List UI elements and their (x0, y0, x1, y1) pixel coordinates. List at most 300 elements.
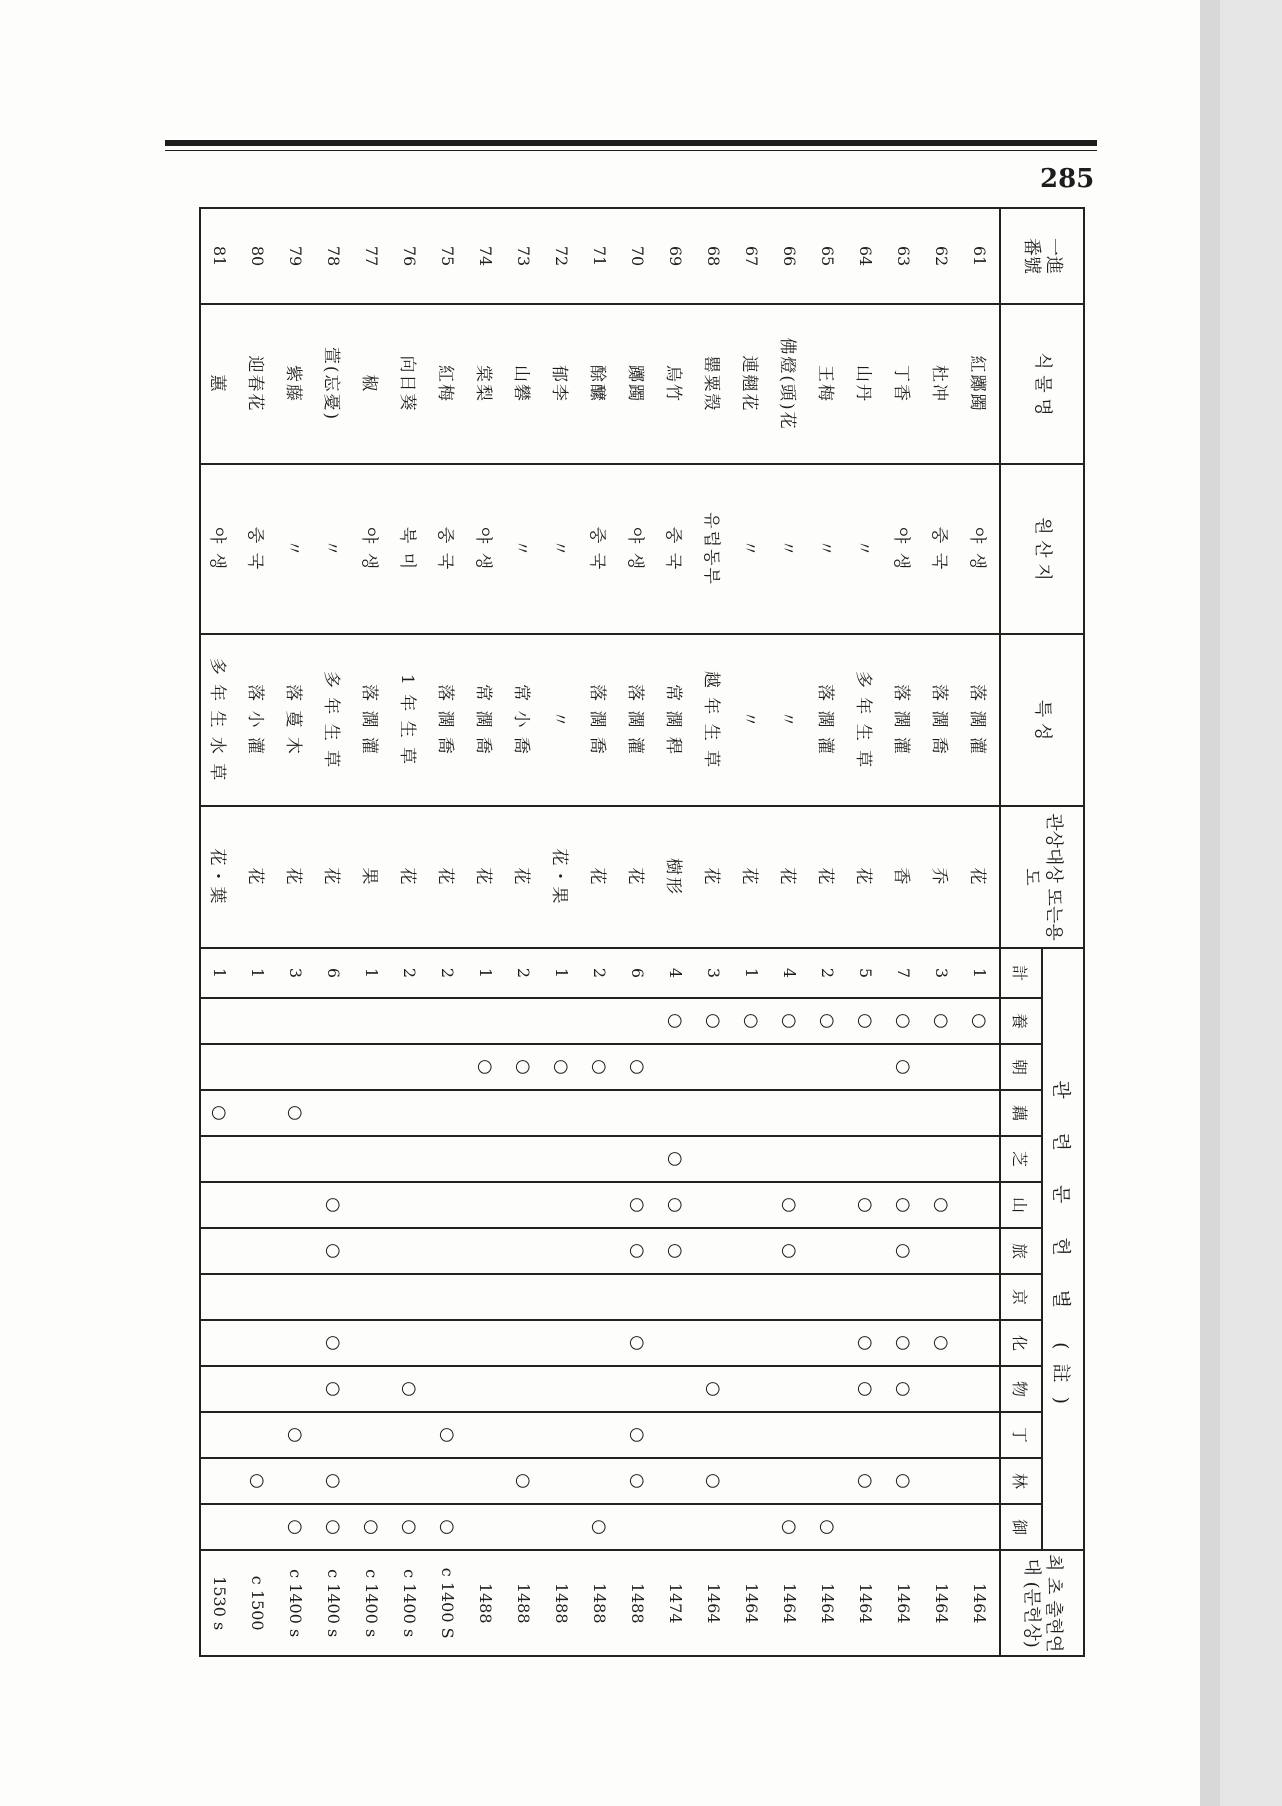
source-mark (391, 1412, 429, 1458)
source-mark (505, 998, 543, 1044)
source-mark (505, 1504, 543, 1550)
source-mark (733, 1504, 771, 1550)
source-mark: ○ (315, 1320, 353, 1366)
source-mark (543, 1182, 581, 1228)
use: 花 (391, 806, 429, 948)
source-mark (695, 1228, 733, 1274)
source-mark (277, 1044, 315, 1090)
source-mark (429, 1320, 467, 1366)
source-mark (619, 998, 657, 1044)
first-appearance: c 1400 s (277, 1550, 315, 1656)
header-source: 芝 (1000, 1136, 1042, 1182)
source-mark (239, 1274, 277, 1320)
source-mark (581, 1182, 619, 1228)
traits: 〃 (733, 634, 771, 806)
plant-name: 躑躅 (619, 304, 657, 464)
plant-name: 酴醿 (581, 304, 619, 464)
source-mark (467, 1274, 505, 1320)
source-mark (239, 1044, 277, 1090)
source-mark (733, 1044, 771, 1090)
source-mark (695, 1044, 733, 1090)
source-mark (733, 1458, 771, 1504)
source-mark (200, 1412, 239, 1458)
header-source: 丁 (1000, 1412, 1042, 1458)
source-mark (733, 1090, 771, 1136)
use: 花 (961, 806, 1000, 948)
source-mark (695, 1090, 733, 1136)
table-body (200, 208, 1000, 1656)
source-mark (847, 1274, 885, 1320)
plant-name: 椒 (353, 304, 391, 464)
traits: 常 濶 喬 (467, 634, 505, 806)
source-mark (657, 1090, 695, 1136)
source-mark (239, 1320, 277, 1366)
traits: 多 年 生 草 (847, 634, 885, 806)
source-mark (733, 1182, 771, 1228)
source-mark: ○ (771, 998, 809, 1044)
source-mark: ○ (847, 1320, 885, 1366)
use: 花 (847, 806, 885, 948)
row-number: 69 (657, 208, 695, 304)
source-mark (695, 1136, 733, 1182)
source-mark (200, 1504, 239, 1550)
source-mark: ○ (885, 1320, 923, 1366)
origin: 〃 (315, 464, 353, 634)
origin: 북 미 (391, 464, 429, 634)
source-mark (581, 998, 619, 1044)
source-mark: ○ (809, 998, 847, 1044)
origin: 유럽동부 (695, 464, 733, 634)
source-mark (923, 1044, 961, 1090)
row-number: 78 (315, 208, 353, 304)
source-mark: ○ (315, 1182, 353, 1228)
row-number: 81 (200, 208, 239, 304)
source-mark: ○ (657, 998, 695, 1044)
origin: 중 국 (429, 464, 467, 634)
header-source: 化 (1000, 1320, 1042, 1366)
source-mark (391, 1320, 429, 1366)
source-mark (581, 1136, 619, 1182)
plant-name: 罌粟殼 (695, 304, 733, 464)
first-appearance: 1530 s (200, 1550, 239, 1656)
source-mark (505, 1182, 543, 1228)
source-mark (619, 1136, 657, 1182)
source-mark: ○ (923, 1182, 961, 1228)
source-mark: ○ (429, 1504, 467, 1550)
origin: 야 생 (885, 464, 923, 634)
source-mark (353, 1366, 391, 1412)
source-mark (809, 1366, 847, 1412)
source-mark (695, 1412, 733, 1458)
first-appearance: 1464 (961, 1550, 1000, 1656)
origin: 〃 (771, 464, 809, 634)
source-mark: ○ (239, 1458, 277, 1504)
table-row (657, 208, 695, 1656)
source-mark (505, 1274, 543, 1320)
source-mark (239, 1412, 277, 1458)
source-mark (277, 1366, 315, 1412)
source-mark (353, 1228, 391, 1274)
source-mark (733, 1136, 771, 1182)
row-number: 79 (277, 208, 315, 304)
source-mark (733, 1274, 771, 1320)
source-mark (695, 1274, 733, 1320)
source-mark (239, 1090, 277, 1136)
header-first-appearance: 최 초 출현연대 (문헌상) (1000, 1550, 1084, 1656)
row-number: 66 (771, 208, 809, 304)
source-mark (581, 1090, 619, 1136)
source-mark (200, 1320, 239, 1366)
origin: 〃 (505, 464, 543, 634)
use: 花 (467, 806, 505, 948)
plant-name: 迎春花 (239, 304, 277, 464)
traits: 越 年 生 草 (695, 634, 733, 806)
source-mark: ○ (315, 1228, 353, 1274)
origin: 중 국 (581, 464, 619, 634)
source-mark: ○ (657, 1136, 695, 1182)
first-appearance: 1488 (581, 1550, 619, 1656)
source-count: 4 (657, 948, 695, 998)
source-mark (467, 1504, 505, 1550)
source-count: 4 (771, 948, 809, 998)
source-mark: ○ (467, 1044, 505, 1090)
origin: 〃 (543, 464, 581, 634)
source-mark: ○ (695, 1366, 733, 1412)
source-mark (277, 1136, 315, 1182)
source-mark: ○ (619, 1320, 657, 1366)
source-mark (733, 1366, 771, 1412)
source-mark (200, 1366, 239, 1412)
source-mark (391, 1274, 429, 1320)
source-mark: ○ (619, 1228, 657, 1274)
source-mark (467, 998, 505, 1044)
source-mark (429, 1136, 467, 1182)
source-mark: ○ (315, 1504, 353, 1550)
source-mark (771, 1136, 809, 1182)
header-source: 計 (1000, 948, 1042, 998)
row-number: 68 (695, 208, 733, 304)
source-mark: ○ (391, 1366, 429, 1412)
source-count: 6 (315, 948, 353, 998)
table-row (581, 208, 619, 1656)
first-appearance: 1488 (467, 1550, 505, 1656)
source-count: 3 (695, 948, 733, 998)
source-mark (885, 1412, 923, 1458)
table-row (467, 208, 505, 1656)
source-mark: ○ (619, 1182, 657, 1228)
source-mark (657, 1504, 695, 1550)
source-mark (581, 1274, 619, 1320)
first-appearance: c 1400 S (429, 1550, 467, 1656)
source-mark (543, 1228, 581, 1274)
first-appearance: c 1400 s (353, 1550, 391, 1656)
use: 花 (771, 806, 809, 948)
source-mark: ○ (885, 1458, 923, 1504)
origin: 야 생 (619, 464, 657, 634)
row-number: 76 (391, 208, 429, 304)
source-mark (771, 1458, 809, 1504)
source-mark (847, 1412, 885, 1458)
source-mark (619, 1366, 657, 1412)
first-appearance: 1464 (771, 1550, 809, 1656)
source-mark (581, 1458, 619, 1504)
first-appearance: 1488 (505, 1550, 543, 1656)
source-mark: ○ (277, 1504, 315, 1550)
source-mark (961, 1366, 1000, 1412)
origin: 야 생 (467, 464, 505, 634)
source-mark (543, 1412, 581, 1458)
source-mark (809, 1136, 847, 1182)
source-mark: ○ (961, 998, 1000, 1044)
page-number: 285 (1040, 164, 1095, 194)
plant-table (199, 207, 1085, 1657)
source-mark (239, 1504, 277, 1550)
header-source: 京 (1000, 1274, 1042, 1320)
source-mark (315, 1274, 353, 1320)
source-mark (961, 1228, 1000, 1274)
use: 花 (315, 806, 353, 948)
source-mark (923, 1228, 961, 1274)
source-mark (885, 1136, 923, 1182)
source-mark: ○ (657, 1228, 695, 1274)
source-mark (277, 1274, 315, 1320)
source-count: 7 (885, 948, 923, 998)
plant-name: 萱(忘憂) (315, 304, 353, 464)
plant-name: 山礬 (505, 304, 543, 464)
source-mark: ○ (733, 998, 771, 1044)
first-appearance: c 1400 s (391, 1550, 429, 1656)
source-mark (429, 1228, 467, 1274)
source-mark (581, 1320, 619, 1366)
source-mark (315, 1090, 353, 1136)
source-mark (657, 1320, 695, 1366)
source-mark (353, 1274, 391, 1320)
source-mark (277, 1182, 315, 1228)
table-row (200, 208, 239, 1656)
table-row (391, 208, 429, 1656)
source-mark (353, 1182, 391, 1228)
source-mark (239, 1136, 277, 1182)
first-appearance: 1464 (695, 1550, 733, 1656)
source-mark (391, 1182, 429, 1228)
source-count: 3 (923, 948, 961, 998)
source-mark (353, 1320, 391, 1366)
first-appearance: 1464 (809, 1550, 847, 1656)
source-count: 1 (961, 948, 1000, 998)
source-mark (429, 1182, 467, 1228)
source-mark (885, 1274, 923, 1320)
source-mark (239, 1228, 277, 1274)
header-use: 관상대상 또는용도 (1000, 806, 1084, 948)
source-mark (353, 998, 391, 1044)
source-count: 2 (505, 948, 543, 998)
plant-name: 丁香 (885, 304, 923, 464)
table-row (695, 208, 733, 1656)
traits: 落 濶 灌 (619, 634, 657, 806)
traits: 1 年 生 草 (391, 634, 429, 806)
source-mark: ○ (429, 1412, 467, 1458)
origin: 〃 (733, 464, 771, 634)
plant-name: 烏竹 (657, 304, 695, 464)
source-mark: ○ (847, 998, 885, 1044)
source-mark (961, 1458, 1000, 1504)
use: 花 (733, 806, 771, 948)
source-mark (961, 1044, 1000, 1090)
source-count: 5 (847, 948, 885, 998)
source-mark (961, 1182, 1000, 1228)
row-number: 73 (505, 208, 543, 304)
source-count: 3 (277, 948, 315, 998)
source-mark: ○ (353, 1504, 391, 1550)
source-mark (391, 998, 429, 1044)
use: 花 (239, 806, 277, 948)
source-mark (277, 1320, 315, 1366)
source-mark: ○ (847, 1458, 885, 1504)
source-mark (923, 1090, 961, 1136)
table-row (429, 208, 467, 1656)
traits: 常 濶 稈 (657, 634, 695, 806)
source-count: 2 (809, 948, 847, 998)
use: 樹形 (657, 806, 695, 948)
header-source: 御 (1000, 1504, 1042, 1550)
source-mark (543, 1320, 581, 1366)
source-count: 1 (733, 948, 771, 998)
source-mark (200, 1274, 239, 1320)
source-mark (847, 1504, 885, 1550)
source-mark (391, 1228, 429, 1274)
source-mark (505, 1136, 543, 1182)
source-mark (657, 1044, 695, 1090)
source-mark (391, 1090, 429, 1136)
source-mark (809, 1412, 847, 1458)
use: 花 (505, 806, 543, 948)
source-mark (467, 1090, 505, 1136)
source-mark (657, 1458, 695, 1504)
source-mark (391, 1044, 429, 1090)
source-mark: ○ (923, 1320, 961, 1366)
header-source: 物 (1000, 1366, 1042, 1412)
plant-name: 紫藤 (277, 304, 315, 464)
source-mark (353, 1136, 391, 1182)
source-mark: ○ (315, 1366, 353, 1412)
source-mark (467, 1228, 505, 1274)
origin: 중 국 (657, 464, 695, 634)
source-mark (505, 1412, 543, 1458)
source-mark (733, 1228, 771, 1274)
use: 花 (619, 806, 657, 948)
source-mark (581, 1366, 619, 1412)
header-source: 旅 (1000, 1228, 1042, 1274)
first-appearance: 1488 (543, 1550, 581, 1656)
source-mark (771, 1412, 809, 1458)
plant-name: 紅梅 (429, 304, 467, 464)
row-number: 74 (467, 208, 505, 304)
source-mark (809, 1182, 847, 1228)
plant-name: 王梅 (809, 304, 847, 464)
use: 果 (353, 806, 391, 948)
source-mark: ○ (200, 1090, 239, 1136)
source-mark (543, 998, 581, 1044)
source-mark (429, 1366, 467, 1412)
source-mark (505, 1366, 543, 1412)
table-row (809, 208, 847, 1656)
source-count: 2 (581, 948, 619, 998)
source-mark (809, 1274, 847, 1320)
traits: 落 蔓 木 (277, 634, 315, 806)
source-mark (733, 1320, 771, 1366)
source-mark (391, 1458, 429, 1504)
source-mark (543, 1366, 581, 1412)
traits: 多 年 生 水 草 (200, 634, 239, 806)
source-mark (619, 1090, 657, 1136)
table-row (847, 208, 885, 1656)
source-mark (353, 1044, 391, 1090)
source-mark (429, 1090, 467, 1136)
row-number: 63 (885, 208, 923, 304)
source-mark (200, 998, 239, 1044)
plant-name: 棠梨 (467, 304, 505, 464)
source-mark (923, 1274, 961, 1320)
table-row (923, 208, 961, 1656)
use: 香 (885, 806, 923, 948)
source-mark (961, 1504, 1000, 1550)
origin: 야 생 (353, 464, 391, 634)
source-mark (771, 1320, 809, 1366)
source-mark (657, 1412, 695, 1458)
source-mark (543, 1274, 581, 1320)
row-number: 71 (581, 208, 619, 304)
source-mark (200, 1458, 239, 1504)
traits: 〃 (771, 634, 809, 806)
traits: 落 濶 灌 (885, 634, 923, 806)
source-mark: ○ (543, 1044, 581, 1090)
source-mark (467, 1320, 505, 1366)
source-mark (657, 1366, 695, 1412)
source-mark (543, 1090, 581, 1136)
source-mark (505, 1320, 543, 1366)
use: 花・果 (543, 806, 581, 948)
source-mark (505, 1228, 543, 1274)
source-mark (961, 1136, 1000, 1182)
source-mark: ○ (771, 1228, 809, 1274)
header-source: 林 (1000, 1458, 1042, 1504)
rotated-table-wrapper (178, 207, 1085, 1653)
source-mark (505, 1090, 543, 1136)
source-mark: ○ (619, 1412, 657, 1458)
origin: 야 생 (961, 464, 1000, 634)
origin: 야 생 (200, 464, 239, 634)
row-number: 70 (619, 208, 657, 304)
row-number: 80 (239, 208, 277, 304)
header-number-top: 一進 (1043, 238, 1065, 274)
source-mark: ○ (885, 1228, 923, 1274)
source-count: 2 (391, 948, 429, 998)
first-appearance: 1464 (733, 1550, 771, 1656)
table-row (277, 208, 315, 1656)
first-appearance: 1464 (885, 1550, 923, 1656)
source-mark (239, 1366, 277, 1412)
source-mark (771, 1090, 809, 1136)
source-mark: ○ (619, 1458, 657, 1504)
source-mark (885, 1504, 923, 1550)
row-number: 77 (353, 208, 391, 304)
header-source: 朝 (1000, 1044, 1042, 1090)
row-number: 64 (847, 208, 885, 304)
source-mark (885, 1090, 923, 1136)
plant-name: 向日葵 (391, 304, 429, 464)
origin: 중 국 (239, 464, 277, 634)
source-mark (961, 1320, 1000, 1366)
